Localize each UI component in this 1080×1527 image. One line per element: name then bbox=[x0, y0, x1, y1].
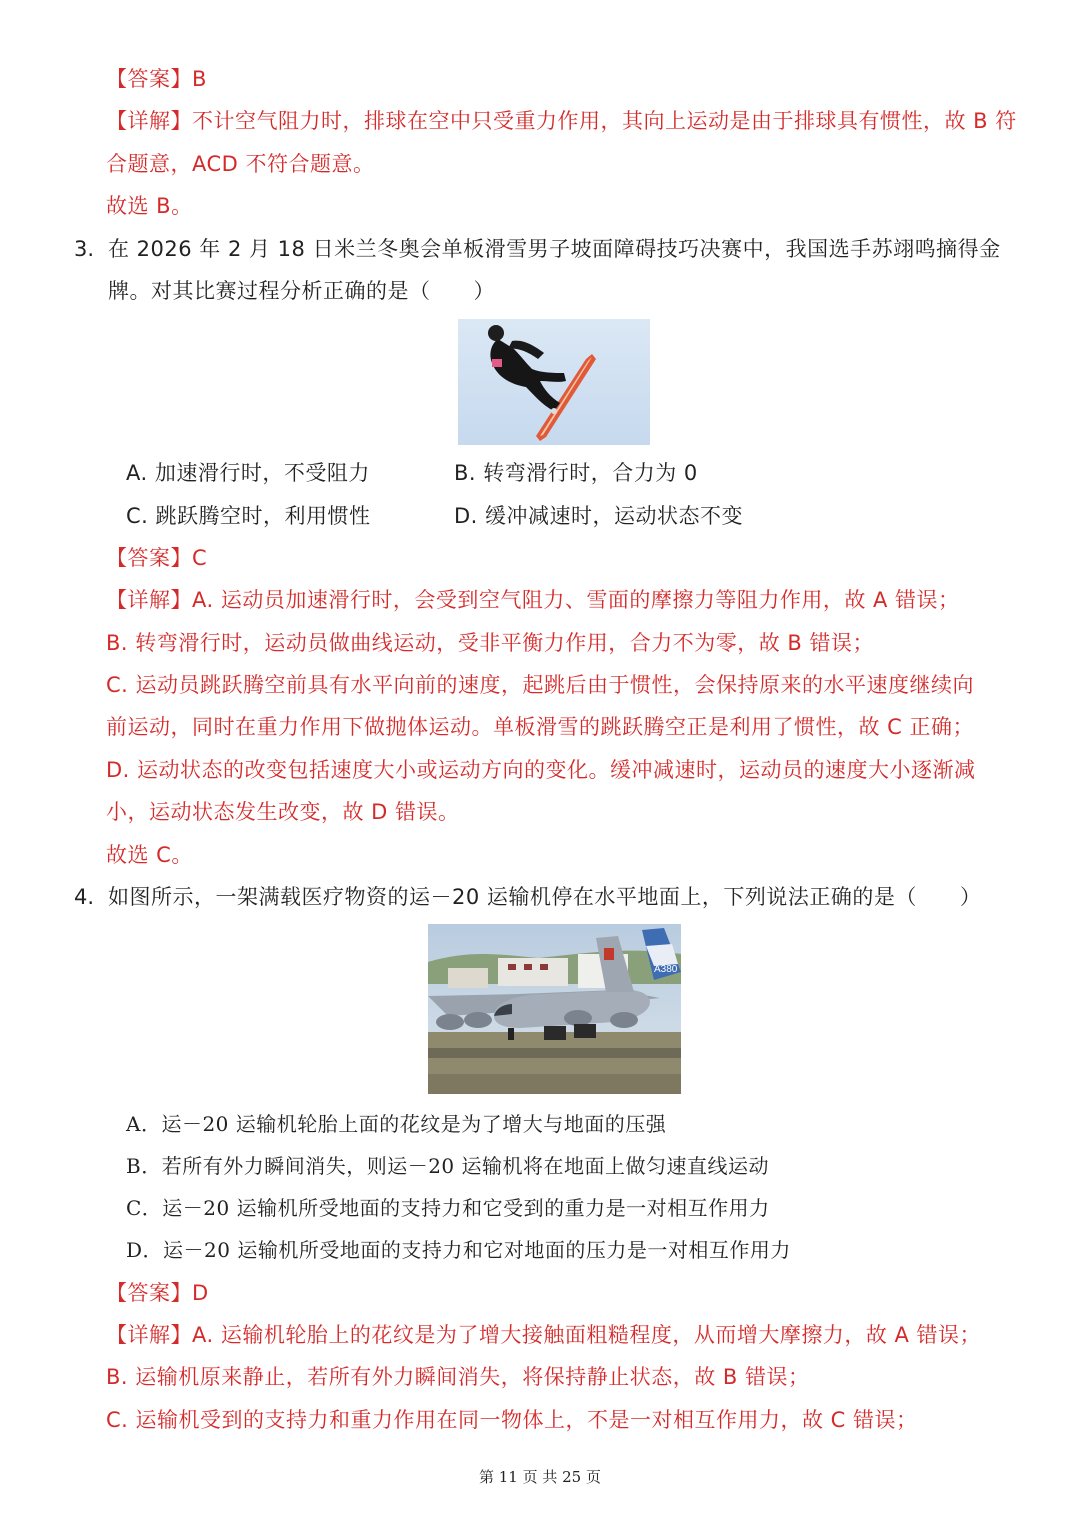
q3-detail-line4: 前运动，同时在重力作用下做抛体运动。单板滑雪的跳跃腾空正是利用了惯性，故 C 正确； bbox=[106, 715, 975, 739]
q4-option-b: B．若所有外力瞬间消失，则运－20 运输机将在地面上做匀速直线运动 bbox=[126, 1154, 770, 1178]
q3-detail-line6: 小，运动状态发生改变，故 D 错误。 bbox=[106, 800, 460, 824]
q3-option-b: B. 转弯滑行时，合力为 0 bbox=[454, 461, 698, 485]
q4-detail-line1: 【详解】A. 运输机轮胎上的花纹是为了增大接触面粗糙程度，从而增大摩擦力，故 A 错误； bbox=[106, 1323, 982, 1347]
snowboarder-photo bbox=[458, 319, 650, 445]
q3-option-c: C. 跳跃腾空时，利用惯性 bbox=[126, 504, 371, 528]
q3-number: 3. bbox=[74, 237, 95, 261]
q2-answer: 【答案】B bbox=[106, 67, 207, 91]
q3-detail-line5: D. 运动状态的改变包括速度大小或运动方向的变化。缓冲减速时，运动员的速度大小逐渐减 bbox=[106, 758, 976, 782]
q4-answer: 【答案】D bbox=[106, 1281, 209, 1305]
q3-option-d: D. 缓冲减速时，运动状态不变 bbox=[454, 504, 744, 528]
q2-detail-line2: 合题意，ACD 不符合题意。 bbox=[106, 152, 375, 176]
q3-stem-line2: 牌。对其比赛过程分析正确的是（ ） bbox=[108, 279, 495, 303]
q4-option-d: D．运－20 运输机所受地面的支持力和它对地面的压力是一对相互作用力 bbox=[126, 1238, 791, 1262]
a380-label: A380 bbox=[654, 964, 678, 975]
q3-choose: 故选 C。 bbox=[106, 843, 193, 867]
q3-detail-line1: 【详解】A. 运动员加速滑行时，会受到空气阻力、雪面的摩擦力等阻力作用，故 A 错误； bbox=[106, 588, 960, 612]
q4-option-a: A．运－20 运输机轮胎上面的花纹是为了增大与地面的压强 bbox=[126, 1112, 667, 1136]
q4-number: 4. bbox=[74, 885, 95, 909]
q4-detail-line3: C. 运输机受到的支持力和重力作用在同一物体上，不是一对相互作用力，故 C 错误； bbox=[106, 1408, 918, 1432]
q3-option-a: A. 加速滑行时，不受阻力 bbox=[126, 461, 370, 485]
q4-option-c: C．运－20 运输机所受地面的支持力和它受到的重力是一对相互作用力 bbox=[126, 1196, 770, 1220]
q3-stem-line1: 在 2026 年 2 月 18 日米兰冬奥会单板滑雪男子坡面障碍技巧决赛中，我国选手苏翊鸣摘得金 bbox=[108, 237, 1001, 261]
q4-stem: 如图所示，一架满载医疗物资的运－20 运输机停在水平地面上，下列说法正确的是（ ） bbox=[108, 885, 982, 909]
q3-detail-line2: B. 转弯滑行时，运动员做曲线运动，受非平衡力作用，合力不为零，故 B 错误； bbox=[106, 631, 875, 655]
q3-answer: 【答案】C bbox=[106, 546, 208, 570]
page-footer: 第 11 页 共 25 页 bbox=[478, 1468, 601, 1486]
q4-detail-line2: B. 运输机原来静止，若所有外力瞬间消失，将保持静止状态，故 B 错误； bbox=[106, 1365, 810, 1389]
q3-detail-line3: C. 运动员跳跃腾空前具有水平向前的速度，起跳后由于惯性，会保持原来的水平速度继续向 bbox=[106, 673, 975, 697]
q2-choose: 故选 B。 bbox=[106, 194, 193, 218]
transport-plane-photo bbox=[428, 924, 681, 1094]
q2-detail-line1: 【详解】不计空气阻力时，排球在空中只受重力作用，其向上运动是由于排球具有惯性，故 B 符 bbox=[106, 109, 1017, 133]
